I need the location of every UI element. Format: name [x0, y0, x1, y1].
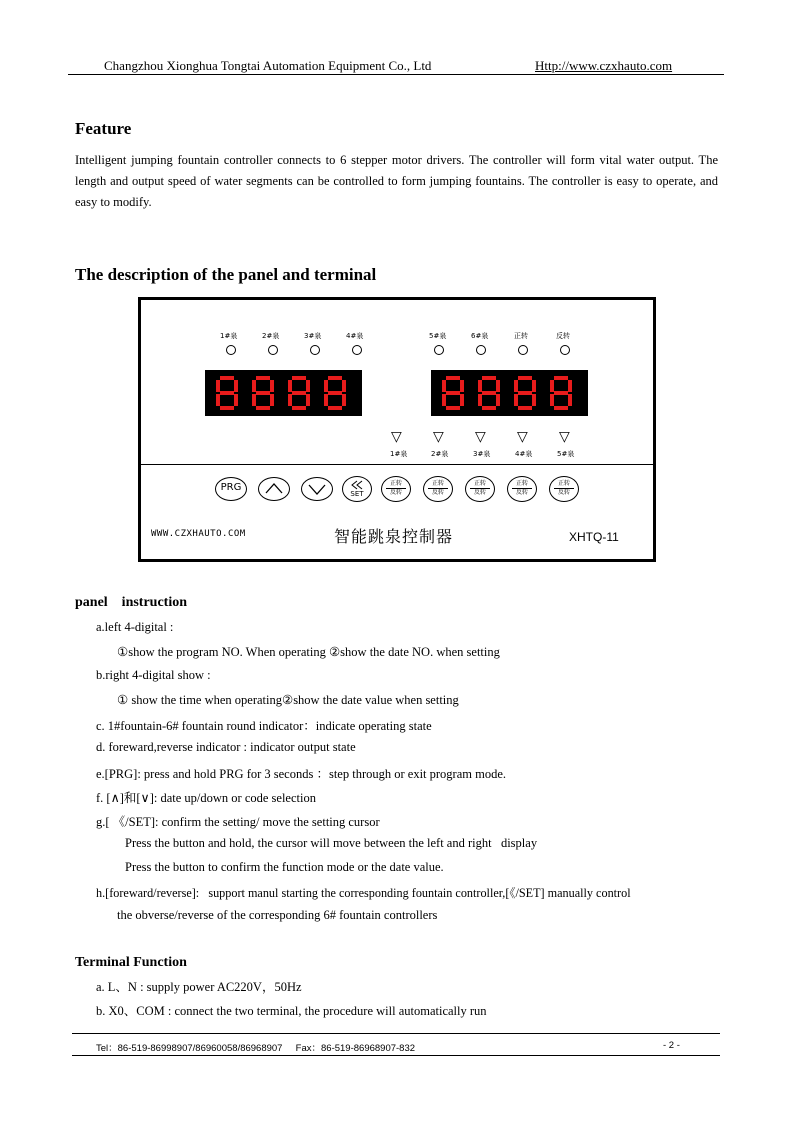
indicator-label: 2#泉	[262, 332, 280, 340]
rev-label: 反转	[473, 489, 486, 496]
digit-segment	[568, 380, 572, 392]
footer-rule	[72, 1033, 720, 1034]
digit-segment	[342, 380, 346, 392]
digit-segment	[446, 376, 460, 380]
digit-segment	[288, 394, 292, 406]
footer-contact: Tel：86-519-86998907/86960058/86968907 Fax：86-519-86968907-832	[96, 1043, 416, 1054]
digit-segment	[252, 394, 256, 406]
fwd-label: 正转	[389, 480, 402, 487]
right-display-digits	[432, 371, 587, 415]
down-triangle-icon: ▽	[517, 430, 528, 445]
digit-segment	[514, 394, 518, 406]
instruction-line: d. foreward,reverse indicator : indicator output state	[96, 740, 356, 754]
indicator-label: 反转	[556, 332, 570, 340]
digit-segment	[568, 394, 572, 406]
instruction-line: ① show the time when operating②show the date value when setting	[117, 693, 459, 707]
digit-segment	[478, 394, 482, 406]
indicator-led	[518, 345, 528, 355]
right-display	[431, 370, 588, 416]
header-url[interactable]: Http://www.czxhauto.com	[535, 58, 673, 73]
digit-segment	[554, 376, 568, 380]
instruction-line: e.[PRG]: press and hold PRG for 3 seconds ：step through or exit program mode.	[96, 767, 507, 781]
rev-label: 反转	[389, 489, 402, 496]
terminal-line: b. X0、COM : connect the two terminal, the procedure will automatically run	[96, 1004, 487, 1018]
digit-segment	[270, 394, 274, 406]
digit-segment	[216, 394, 220, 406]
fountain-key[interactable]	[423, 476, 453, 502]
fwd-label: 正转	[473, 480, 486, 487]
arrow-label: 3#泉	[473, 450, 491, 458]
left-display-digits	[206, 371, 361, 415]
digit-segment	[216, 380, 220, 392]
indicator-label: 正转	[514, 332, 528, 340]
digit-segment	[496, 380, 500, 392]
digit-segment	[256, 376, 270, 380]
footer-page: - 2 -	[663, 1040, 680, 1051]
set-key-label: SET	[350, 490, 364, 498]
digit-segment	[328, 376, 342, 380]
digit-segment	[292, 376, 306, 380]
digit-segment	[518, 406, 532, 410]
instruction-line: h.[foreward/reverse]: support manul starting the corresponding fountain controller,[《/SET] manually control	[96, 886, 631, 900]
down-triangle-icon: ▽	[559, 430, 570, 445]
instruction-line: a.left 4-digital :	[96, 620, 174, 634]
digit-segment	[256, 406, 270, 410]
instruction-line: b.right 4-digital show :	[96, 668, 211, 682]
digit-segment	[460, 380, 464, 392]
instruction-line: g.[ 《/SET]: confirm the setting/ move the setting cursor	[96, 815, 380, 829]
fwd-label: 正转	[515, 480, 528, 487]
instruction-line: Press the button and hold, the cursor will move between the left and right display	[125, 836, 538, 850]
digit-segment	[550, 380, 554, 392]
indicator-label: 5#泉	[429, 332, 447, 340]
indicator-label: 3#泉	[304, 332, 322, 340]
indicator-led	[310, 345, 320, 355]
digit-segment	[442, 380, 446, 392]
arrow-label: 4#泉	[515, 450, 533, 458]
instruction-line: the obverse/reverse of the corresponding 6# fountain controllers	[117, 908, 438, 922]
arrow-label: 2#泉	[431, 450, 449, 458]
arrow-label: 5#泉	[557, 450, 575, 458]
indicator-led	[560, 345, 570, 355]
digit-segment	[496, 394, 500, 406]
footer-rule-bottom	[72, 1055, 720, 1056]
digit-segment	[328, 391, 342, 395]
digit-segment	[446, 406, 460, 410]
fwd-label: 正转	[557, 480, 570, 487]
instruction-line: c. 1#fountain-6# fountain round indicator：indicate operating state	[96, 719, 432, 733]
rev-label: 反转	[557, 489, 570, 496]
digit-segment	[306, 394, 310, 406]
feature-title: Feature	[75, 119, 132, 138]
digit-segment	[550, 394, 554, 406]
panel-section-title: The description of the panel and terminal	[75, 265, 377, 284]
indicator-led	[476, 345, 486, 355]
terminal-line: a. L、N : supply power AC220V，50Hz	[96, 980, 302, 994]
digit-segment	[256, 391, 270, 395]
digit-segment	[460, 394, 464, 406]
indicator-label: 6#泉	[471, 332, 489, 340]
chevron-up-icon	[259, 478, 289, 500]
digit-segment	[220, 406, 234, 410]
controller-panel	[138, 297, 656, 562]
set-key[interactable]	[342, 476, 372, 502]
prg-key[interactable]	[215, 477, 247, 501]
digit-segment	[292, 406, 306, 410]
chevron-down-icon	[302, 478, 332, 500]
rev-label: 反转	[515, 489, 528, 496]
fountain-key[interactable]	[507, 476, 537, 502]
digit-segment	[442, 394, 446, 406]
digit-segment	[482, 406, 496, 410]
indicator-led	[352, 345, 362, 355]
digit-segment	[514, 380, 518, 392]
digit-segment	[446, 391, 460, 395]
digit-segment	[328, 406, 342, 410]
digit-segment	[270, 380, 274, 392]
digit-segment	[306, 380, 310, 392]
digit-segment	[482, 376, 496, 380]
instruction-line: f. [∧]和[∨]: date up/down or code selection	[96, 791, 316, 805]
digit-segment	[554, 391, 568, 395]
digit-segment	[288, 380, 292, 392]
prg-key-label: PRG	[220, 482, 242, 493]
digit-segment	[220, 391, 234, 395]
down-key[interactable]	[301, 477, 333, 501]
digit-segment	[220, 376, 234, 380]
digit-segment	[324, 380, 328, 392]
indicator-label: 1#泉	[220, 332, 238, 340]
digit-segment	[518, 391, 532, 395]
fountain-key[interactable]	[465, 476, 495, 502]
left-display	[205, 370, 362, 416]
digit-segment	[234, 394, 238, 406]
digit-segment	[532, 394, 536, 406]
digit-segment	[532, 380, 536, 392]
indicator-label: 4#泉	[346, 332, 364, 340]
arrow-label: 1#泉	[390, 450, 408, 458]
down-triangle-icon: ▽	[475, 430, 486, 445]
panel-website: WWW.CZXHAUTO.COM	[151, 529, 246, 539]
panel-name-cn: 智能跳泉控制器	[334, 527, 454, 546]
header-rule	[68, 74, 724, 75]
fountain-key[interactable]	[381, 476, 411, 502]
down-triangle-icon: ▽	[391, 430, 402, 445]
digit-segment	[482, 391, 496, 395]
instruction-line: ①show the program NO. When operating ②show the date NO. when setting	[117, 645, 500, 659]
digit-segment	[252, 380, 256, 392]
terminal-title: Terminal Function	[75, 955, 187, 970]
digit-segment	[234, 380, 238, 392]
digit-segment	[554, 406, 568, 410]
digit-segment	[342, 394, 346, 406]
digit-segment	[478, 380, 482, 392]
digit-segment	[324, 394, 328, 406]
instruction-title: panel instruction	[75, 595, 188, 610]
instruction-line: Press the button to confirm the function mode or the date value.	[125, 860, 444, 874]
rev-label: 反转	[431, 489, 444, 496]
indicator-led	[434, 345, 444, 355]
down-triangle-icon: ▽	[433, 430, 444, 445]
header-company: Changzhou Xionghua Tongtai Automation Equipment Co., Ltd	[104, 58, 432, 73]
indicator-led	[226, 345, 236, 355]
digit-segment	[518, 376, 532, 380]
indicator-led	[268, 345, 278, 355]
feature-text: Intelligent jumping fountain controller connects to 6 stepper motor drivers. The controller will form vital water output. The length and output speed of water segments can be controlled to form jumping fountains. The controller is easy to operate, and easy to modify.	[75, 153, 718, 209]
panel-model: XHTQ-11	[569, 530, 619, 544]
fwd-label: 正转	[431, 480, 444, 487]
fountain-key[interactable]	[549, 476, 579, 502]
up-key[interactable]	[258, 477, 290, 501]
panel-divider	[141, 464, 653, 465]
digit-segment	[292, 391, 306, 395]
